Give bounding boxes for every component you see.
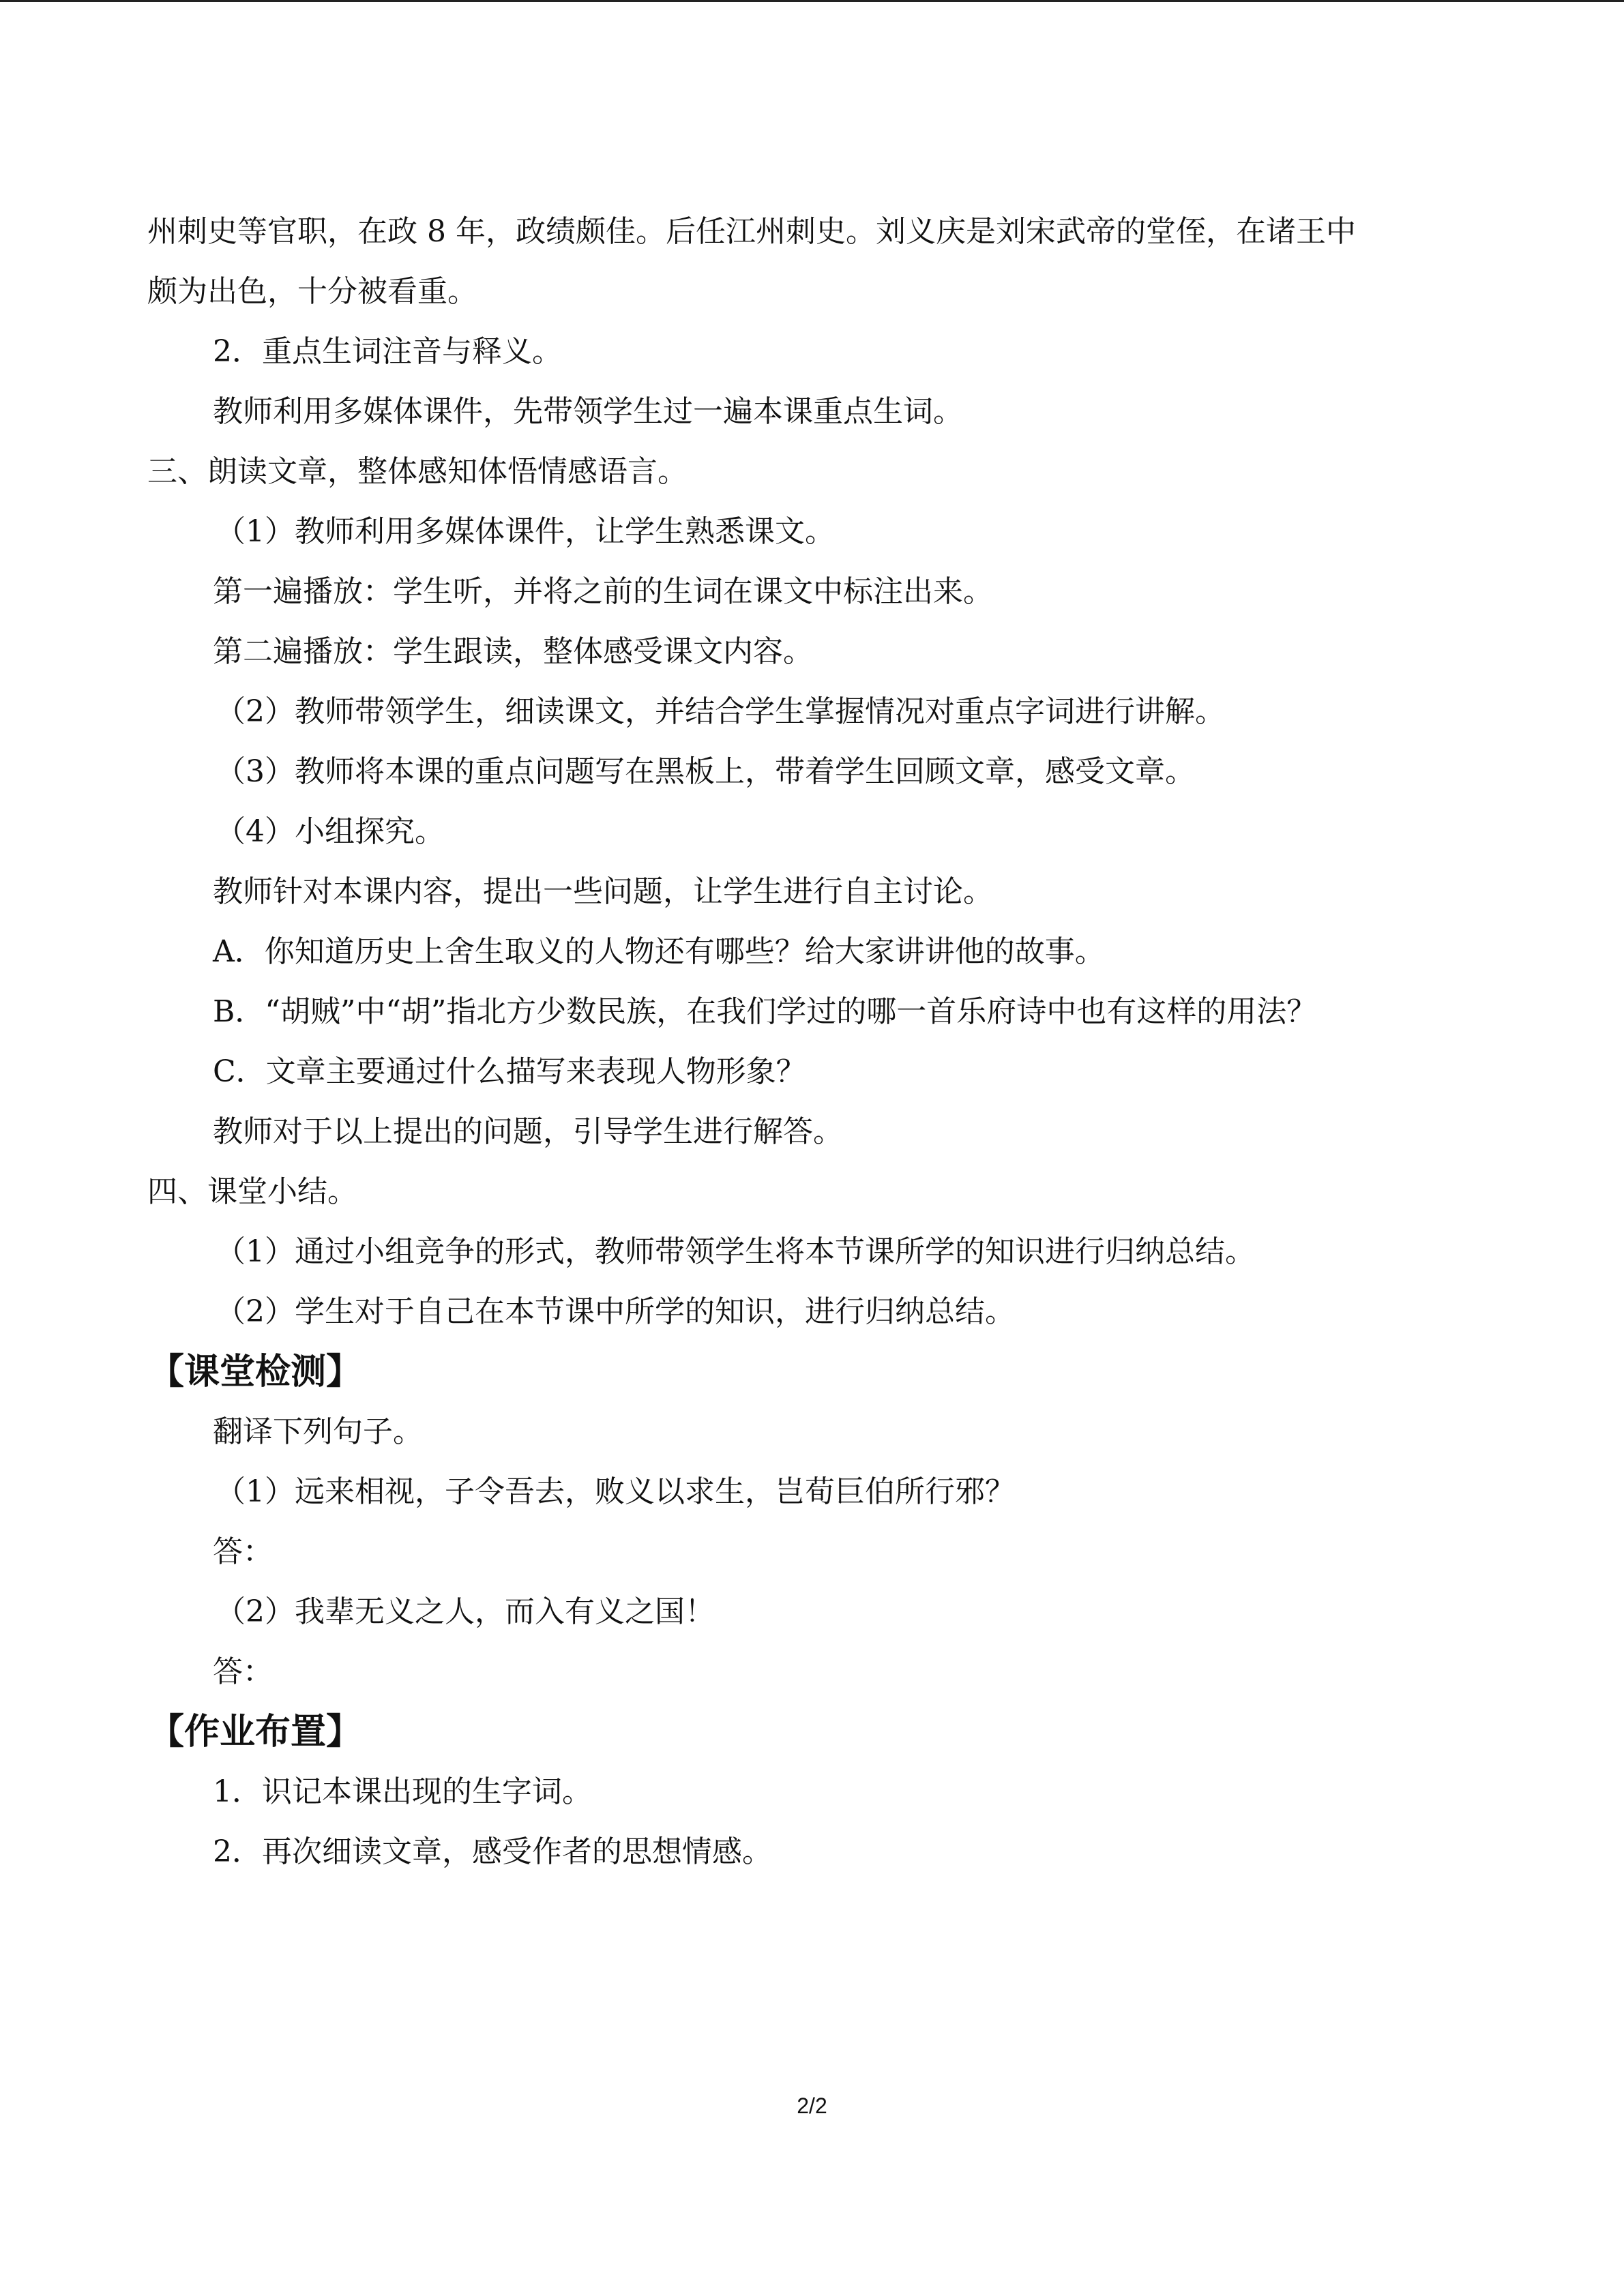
section-title-line: 三、朗读文章，整体感知体悟情感语言。 (147, 454, 688, 489)
body-line: 颇为出色，十分被看重。 (147, 274, 477, 309)
homework-section (147, 1702, 1477, 1882)
test-line: （2）我辈无义之人，而入有义之国！ (216, 1594, 715, 1629)
body-line: 第二遍播放：学生跟读，整体感受课文内容。 (213, 634, 813, 669)
test-line: 翻译下列句子。 (213, 1414, 423, 1449)
question-line: A．你知道历史上舍生取义的人物还有哪些？给大家讲讲他的故事。 (213, 934, 1105, 969)
body-line: 州刺史等官职，在政 8 年，政绩颇佳。后任江州刺史。刘义庆是刘宋武帝的堂侄，在诸王中 (147, 214, 1356, 249)
answer-line: 答： (213, 1654, 273, 1689)
section-title-line: 四、课堂小结。 (147, 1174, 357, 1209)
body-line: （2）学生对于自己在本节课中所学的知识，进行归纳总结。 (216, 1294, 1015, 1329)
classroom-test-heading: 【课堂检测】 (149, 1352, 362, 1392)
body-line: （3）教师将本课的重点问题写在黑板上，带着学生回顾文章，感受文章。 (216, 754, 1195, 789)
homework-line: 2．再次细读文章，感受作者的思想情感。 (213, 1834, 772, 1869)
lesson-body (147, 202, 1477, 1342)
body-line: 第一遍播放：学生听，并将之前的生词在课文中标注出来。 (213, 574, 993, 609)
document-content (147, 202, 1477, 1882)
question-line: B．“胡贼”中“胡”指北方少数民族，在我们学过的哪一首乐府诗中也有这样的用法？ (213, 994, 1317, 1029)
page-number: 2/2 (797, 2093, 827, 2118)
body-line: （2）教师带领学生，细读课文，并结合学生掌握情况对重点字词进行讲解。 (216, 694, 1225, 729)
top-border-line (0, 0, 1624, 2)
body-line: （1）通过小组竞争的形式，教师带领学生将本节课所学的知识进行归纳总结。 (216, 1234, 1255, 1269)
body-line: 教师对于以上提出的问题，引导学生进行解答。 (213, 1114, 843, 1149)
answer-line: 答： (213, 1534, 273, 1569)
question-line: C．文章主要通过什么描写来表现人物形象？ (213, 1054, 806, 1089)
homework-heading: 【作业布置】 (149, 1712, 362, 1753)
homework-line: 1．识记本课出现的生字词。 (213, 1774, 592, 1809)
body-line: 2．重点生词注音与释义。 (213, 334, 562, 369)
body-line: 教师利用多媒体课件，先带领学生过一遍本课重点生词。 (213, 394, 963, 429)
body-line: （1）教师利用多媒体课件，让学生熟悉课文。 (216, 514, 835, 549)
test-line: （1）远来相视，子令吾去，败义以求生，岂荀巨伯所行邪？ (216, 1474, 1015, 1509)
body-line: 教师针对本课内容，提出一些问题，让学生进行自主讨论。 (213, 874, 993, 909)
classroom-test-section (147, 1342, 1477, 1702)
body-line: （4）小组探究。 (216, 814, 445, 849)
